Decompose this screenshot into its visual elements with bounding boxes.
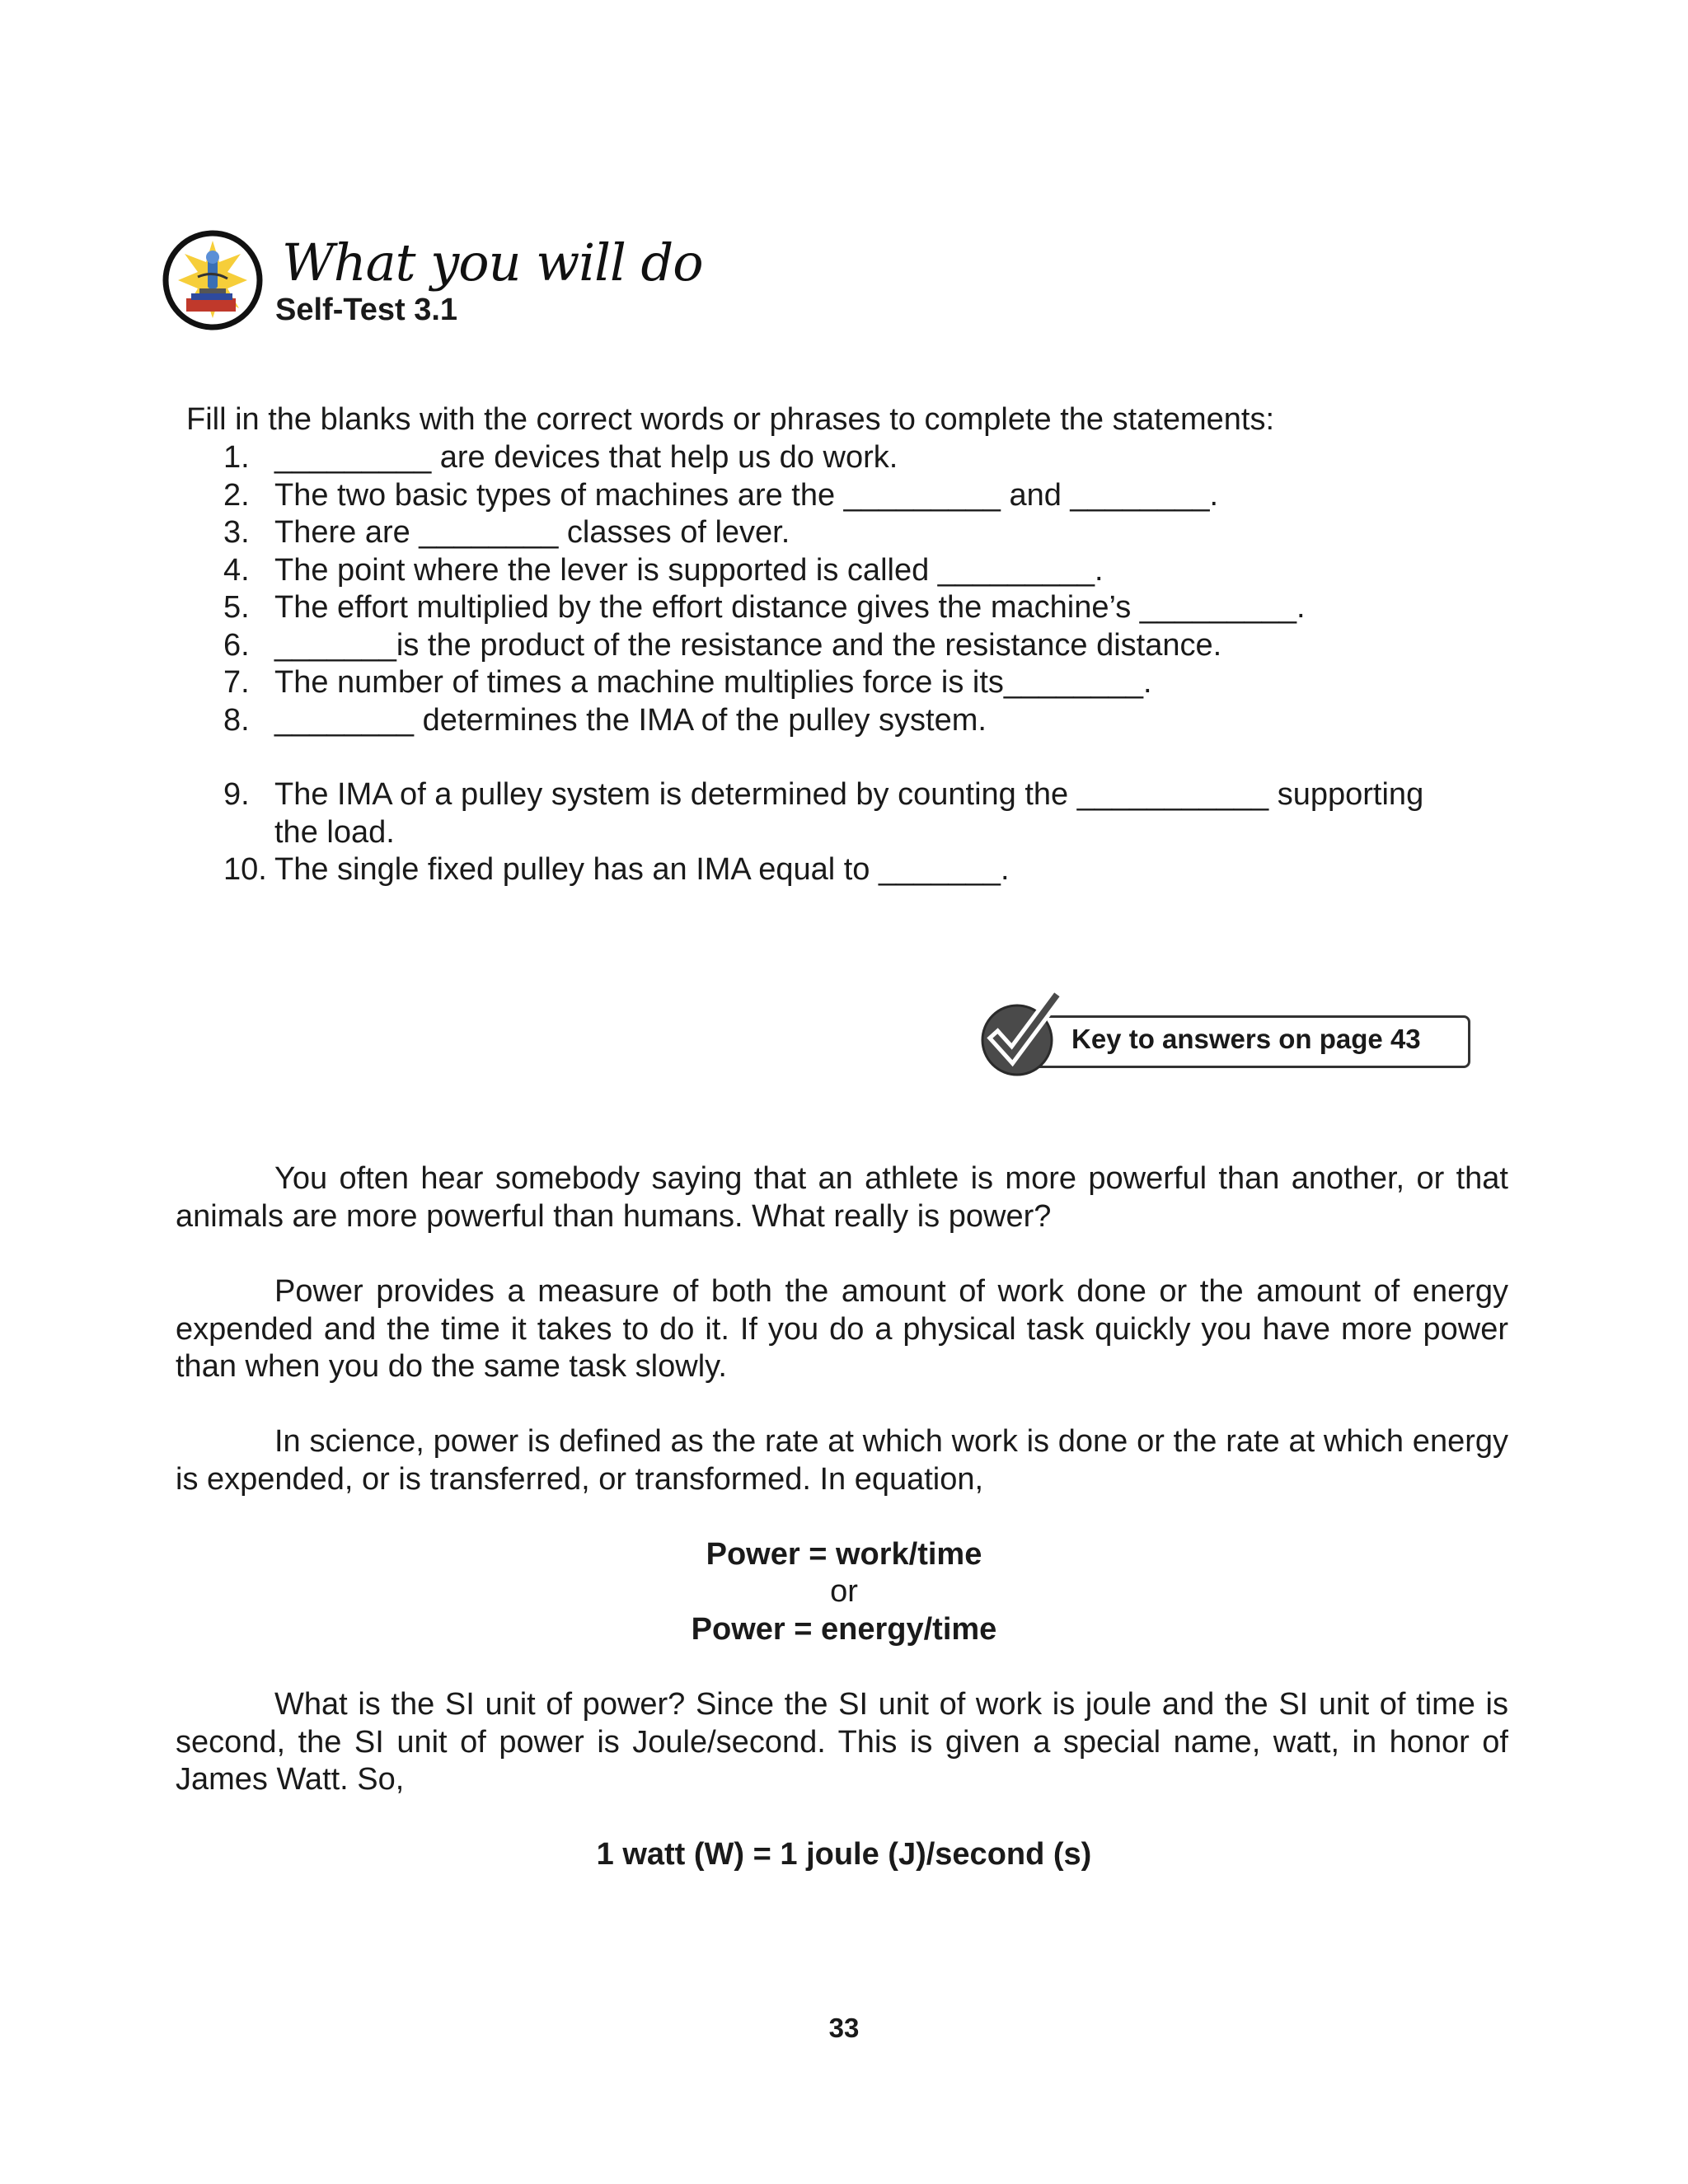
question-text: ________ determines the IMA of the pulley system.: [274, 702, 987, 738]
question-number: 9.: [223, 777, 250, 812]
question-text: The IMA of a pulley system is determined by counting the ___________ supporting the load.: [274, 777, 1424, 850]
section-header: [162, 229, 903, 344]
question-text: _______is the product of the resistance and the resistance distance.: [274, 627, 1222, 663]
question-text: The number of times a machine multiplies force is its________.: [274, 665, 1152, 700]
question-text: The point where the lever is supported is called _________.: [274, 552, 1104, 588]
answer-key-callout: [981, 986, 1475, 1085]
question-number: 6.: [223, 627, 250, 663]
paragraph-power-measure: Power provides a measure of both the amount of work done or the amount of energy expended and the time it takes to do it. If you do a physical task quickly you have more power than when you do the same task slowly.: [176, 1274, 1508, 1384]
equation-power-work: Power = work/time: [706, 1537, 982, 1572]
question-text: The two basic types of machines are the _________ and ________.: [274, 477, 1219, 513]
self-test-label: Self-Test 3.1: [275, 293, 458, 327]
checkmark-icon: [981, 986, 1071, 1081]
question-text: _________ are devices that help us do work.: [274, 440, 898, 475]
equation-power-energy: Power = energy/time: [691, 1612, 997, 1647]
paragraph-si-unit: What is the SI unit of power? Since the SI unit of work is joule and the SI unit of time is second, the SI unit of power is Joule/second. This is given a special name, watt, in honor of James Watt. So,: [176, 1687, 1508, 1797]
paragraph-power-definition: In science, power is defined as the rate at which work is done or the rate at which energy is expended, or is transferred, or transformed. In equation,: [176, 1424, 1508, 1497]
question-text: The effort multiplied by the effort distance gives the machine’s _________.: [274, 590, 1306, 625]
question-number: 7.: [223, 665, 250, 700]
instructions-text: Fill in the blanks with the correct words or phrases to complete the statements:: [186, 402, 1275, 437]
section-title: What you will do: [282, 232, 703, 293]
question-number: 10.: [223, 852, 267, 887]
question-number: 5.: [223, 590, 250, 625]
page-number: 33: [828, 2013, 860, 2043]
question-number: 4.: [223, 552, 250, 588]
paragraph-intro: You often hear somebody saying that an athlete is more powerful than another, or that animals are more powerful than humans. What really is power?: [176, 1161, 1508, 1234]
answer-key-label: Key to answers on page 43: [1071, 1024, 1421, 1054]
question-number: 1.: [223, 440, 250, 475]
science-lab-icon: [162, 229, 264, 331]
question-number: 2.: [223, 477, 250, 513]
equation-watt: 1 watt (W) = 1 joule (J)/second (s): [596, 1837, 1092, 1872]
question-number: 3.: [223, 515, 250, 550]
equation-or: or: [830, 1574, 858, 1609]
question-text: The single fixed pulley has an IMA equal to _______.: [274, 852, 1010, 887]
question-number: 8.: [223, 702, 250, 738]
question-text: There are ________ classes of lever.: [274, 515, 790, 550]
